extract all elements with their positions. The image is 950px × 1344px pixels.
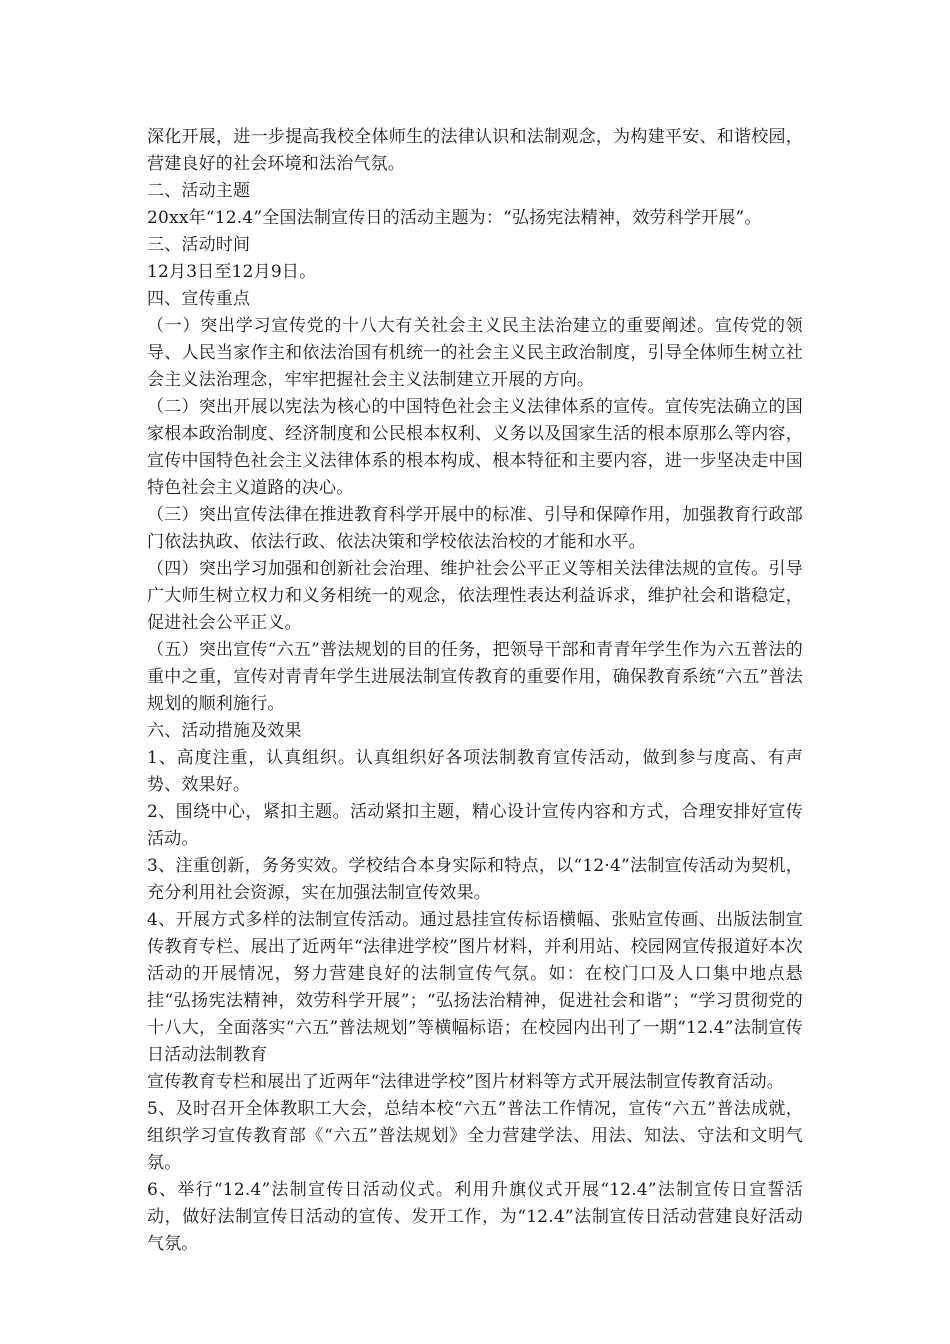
body-paragraph: 2、围绕中心，紧扣主题。活动紧扣主题，精心设计宣传内容和方式，合理安排好宣传活动。 [147,802,803,849]
section-heading-activity-time: 三、活动时间 [147,235,251,255]
body-paragraph: 3、注重创新，务务实效。学校结合本身实际和特点，以“12·4”法制宣传活动为契机，充分利用社会资源，实在加强法制宣传效果。 [147,856,803,903]
body-paragraph: 12月3日至12月9日。 [147,262,317,282]
body-paragraph: （四）突出学习加强和创新社会治理、维护社会公平正义等相关法律法规的宣传。引导广大师生树立权力和义务相统一的观念，依法理性表达利益诉求，维护社会和谐稳定，促进社会公平正义。 [147,559,803,633]
section-heading-activity-theme: 二、活动主题 [147,181,251,201]
body-paragraph: 20xx年“12.4”全国法制宣传日的活动主题为：“弘扬宪法精神，效劳科学开展”。 [147,208,762,228]
body-paragraph: 4、开展方式多样的法制宣传活动。通过悬挂宣传标语横幅、张贴宣传画、出版法制宣传教育专栏、展出了近两年“法律进学校”图片材料，并利用站、校园网宣传报道好本次活动的开展情况，努力营建良好的法制宣传气氛。如：在校门口及人口集中地点悬挂“弘扬宪法精神，效劳科学开展”；“弘扬法治精神，促进社会和谐”；“学习贯彻党的十八大，全面落实“六五”普法规划”等横幅标语；在校园内出刊了一期“12.4”法制宣传日活动法制教育 [147,910,803,1065]
body-paragraph: 6、举行“12.4”法制宣传日活动仪式。利用升旗仪式开展“12.4”法制宣传日宣誓活动，做好法制宣传日活动的宣传、发开工作，为“12.4”法制宣传日活动营建良好活动气氛。 [147,1180,803,1254]
body-paragraph: （五）突出宣传“六五”普法规划的目的任务，把领导干部和青青年学生作为六五普法的重中之重，宣传对青青年学生进展法制宣传教育的重要作用，确保教育系统“六五”普法规划的顺利施行。 [147,640,803,714]
body-paragraph: 深化开展，进一步提高我校全体师生的法律认识和法制观念，为构建平安、和谐校园，营建良好的社会环境和法治气氛。 [147,127,803,174]
section-heading-measures-effects: 六、活动措施及效果 [147,721,302,741]
body-paragraph: 1、高度注重，认真组织。认真组织好各项法制教育宣传活动，做到参与度高、有声势、效果好。 [147,748,803,795]
body-paragraph: （一）突出学习宣传党的十八大有关社会主义民主法治建立的重要阐述。宣传党的领导、人民当家作主和依法治国有机统一的社会主义民主政治制度，引导全体师生树立社会主义法治理念，牢牢把握社会主义法制建立开展的方向。 [147,316,803,390]
body-paragraph: （三）突出宣传法律在推进教育科学开展中的标准、引导和保障作用，加强教育行政部门依法执政、依法行政、依法决策和学校依法治校的才能和水平。 [147,505,803,552]
section-heading-publicity-focus: 四、宣传重点 [147,289,251,309]
body-paragraph: 5、及时召开全体教职工大会，总结本校“六五”普法工作情况，宣传“六五”普法成就，组织学习宣传教育部《“六五”普法规划》全力营建学法、用法、知法、守法和文明气氛。 [147,1099,803,1173]
body-paragraph: 宣传教育专栏和展出了近两年“法律进学校”图片材料等方式开展法制宣传教育活动。 [147,1072,784,1092]
body-paragraph: （二）突出开展以宪法为核心的中国特色社会主义法律体系的宣传。宣传宪法确立的国家根本政治制度、经济制度和公民根本权利、义务以及国家生活的根本原那么等内容，宣传中国特色社会主义法律体系的根本构成、根本特征和主要内容，进一步坚决走中国特色社会主义道路的决心。 [147,397,803,498]
document-body [147,124,803,1258]
